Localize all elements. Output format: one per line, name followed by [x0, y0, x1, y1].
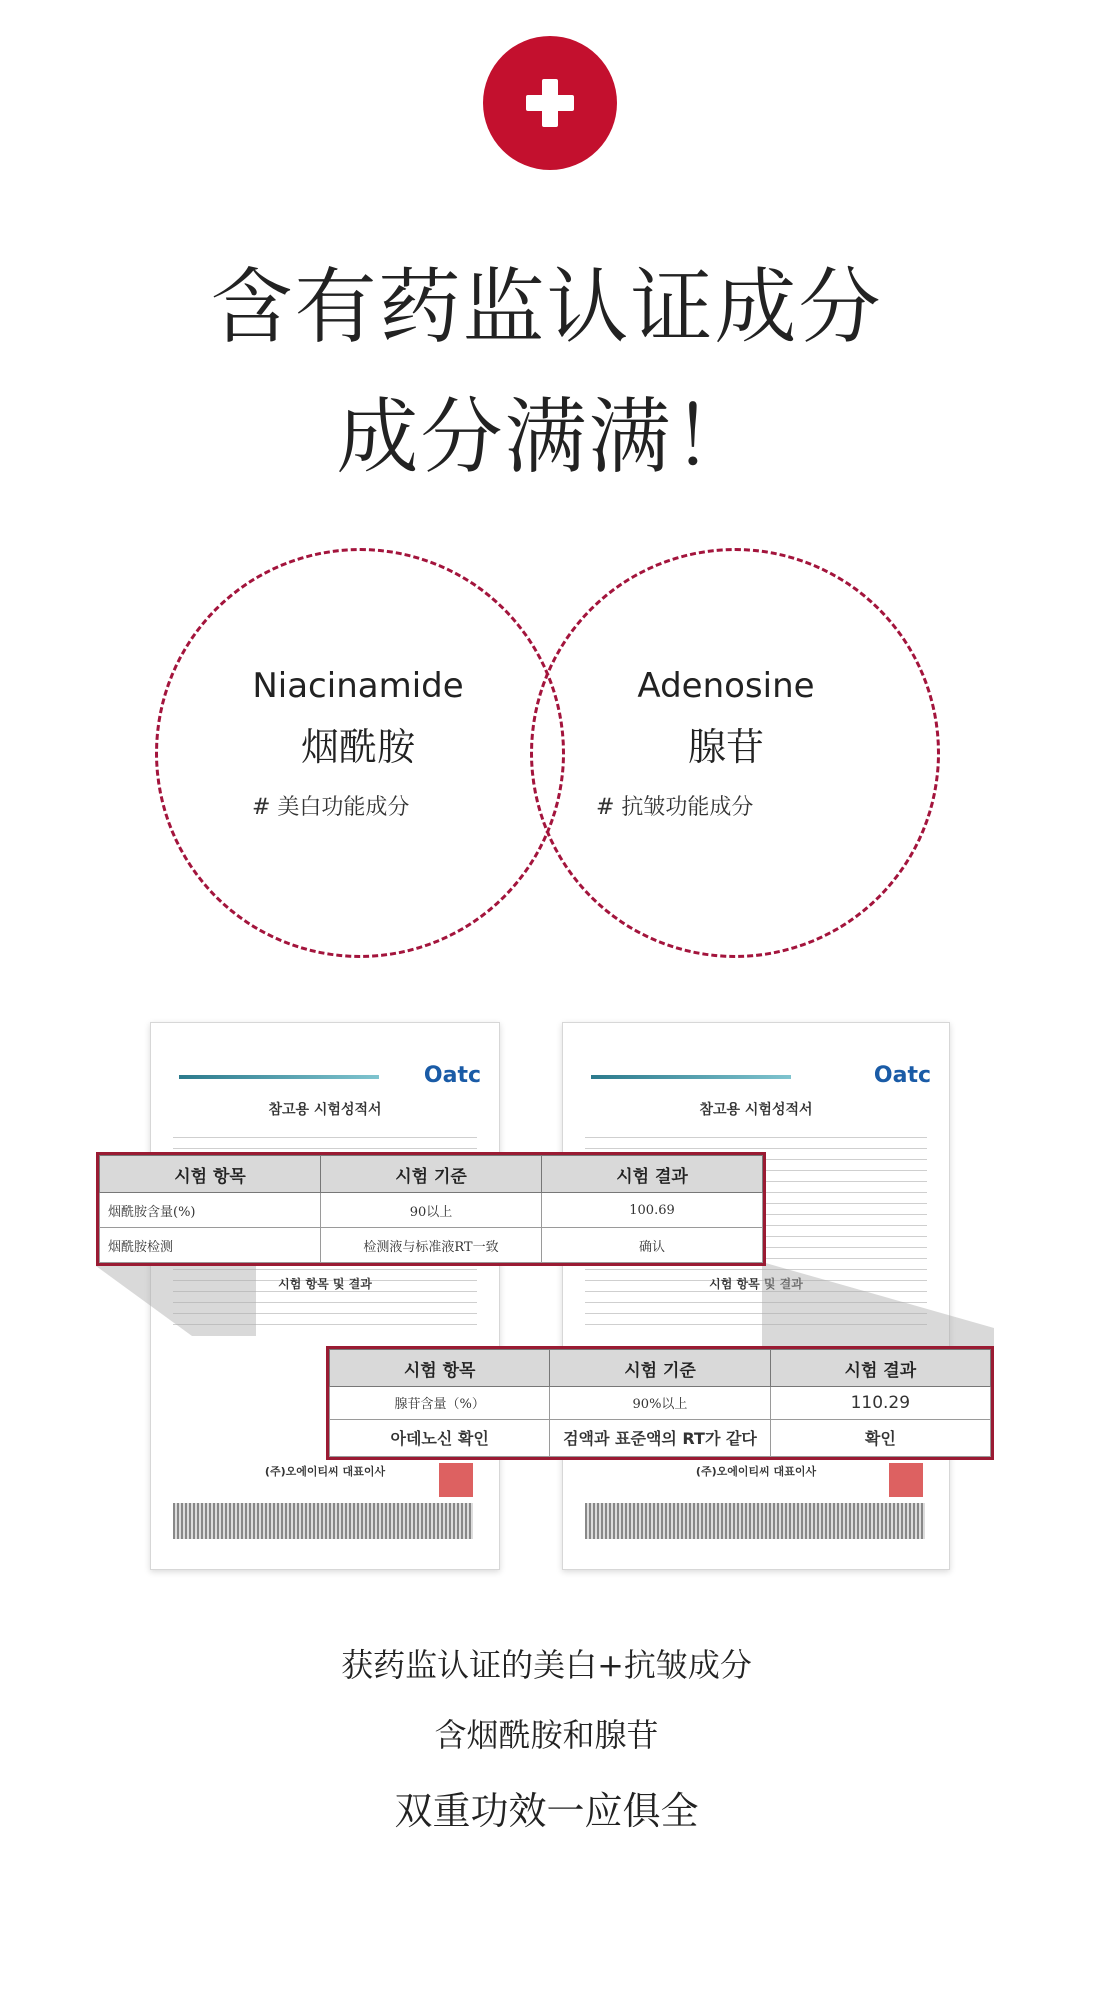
- certificate-company: (주)오에이티씨 대표이사: [695, 1465, 817, 1478]
- adenosine-cn: 腺苷: [687, 725, 764, 769]
- table-row: 烟酰胺含量(%) 90以上 100.69: [100, 1193, 763, 1228]
- oatc-logo: Oatc: [873, 1063, 931, 1088]
- table-row: 아데노신 확인 검액과 표준액의 RT가 같다 확인: [330, 1419, 991, 1456]
- adenosine-test-table: [326, 1346, 994, 1460]
- adenosine-tag: # 抗皱功能成分: [596, 795, 754, 820]
- certificate-document-2: [562, 1022, 950, 1570]
- niacinamide-en: Niacinamide: [252, 666, 464, 706]
- headline-line-2: 成分满满！: [336, 390, 757, 485]
- certificate-title: 참고용 시험성적서: [699, 1102, 813, 1118]
- footer-line-2: 含烟酰胺和腺苷: [434, 1716, 659, 1754]
- plus-icon: [483, 36, 617, 170]
- table-row: 腺苷含量（%） 90%以上 110.29: [330, 1387, 991, 1420]
- certificate-subtitle: 시험 항목 및 결과: [709, 1277, 803, 1291]
- table-header: 시험 기준: [321, 1156, 542, 1193]
- seal-stamp: [439, 1463, 473, 1497]
- certificate-title: 참고용 시험성적서: [268, 1102, 382, 1118]
- table-row: 烟酰胺检测 检测液与标准液RT一致 确认: [100, 1228, 763, 1263]
- headline-line-1: 含有药监认证成分: [210, 260, 883, 355]
- seal-stamp: [889, 1463, 923, 1497]
- footer-line-1: 获药监认证的美白+抗皱成分: [341, 1646, 752, 1684]
- barcode-strip: [173, 1503, 473, 1539]
- adenosine-en: Adenosine: [637, 666, 815, 706]
- table-header: 시험 결과: [770, 1350, 990, 1387]
- niacinamide-tag: # 美白功能成分: [252, 795, 410, 820]
- table-header: 시험 기준: [550, 1350, 770, 1387]
- table-header: 시험 항목: [330, 1350, 550, 1387]
- certificate-subtitle: 시험 항목 및 결과: [278, 1277, 372, 1291]
- niacinamide-test-table: [96, 1152, 766, 1266]
- table-header: 시험 항목: [100, 1156, 321, 1193]
- certificate-company: (주)오에이티씨 대표이사: [264, 1465, 386, 1478]
- table-header: 시험 결과: [542, 1156, 763, 1193]
- barcode-strip: [585, 1503, 925, 1539]
- niacinamide-cn: 烟酰胺: [300, 725, 415, 769]
- oatc-logo: Oatc: [423, 1063, 481, 1088]
- footer-line-3: 双重功效一应俱全: [394, 1789, 699, 1833]
